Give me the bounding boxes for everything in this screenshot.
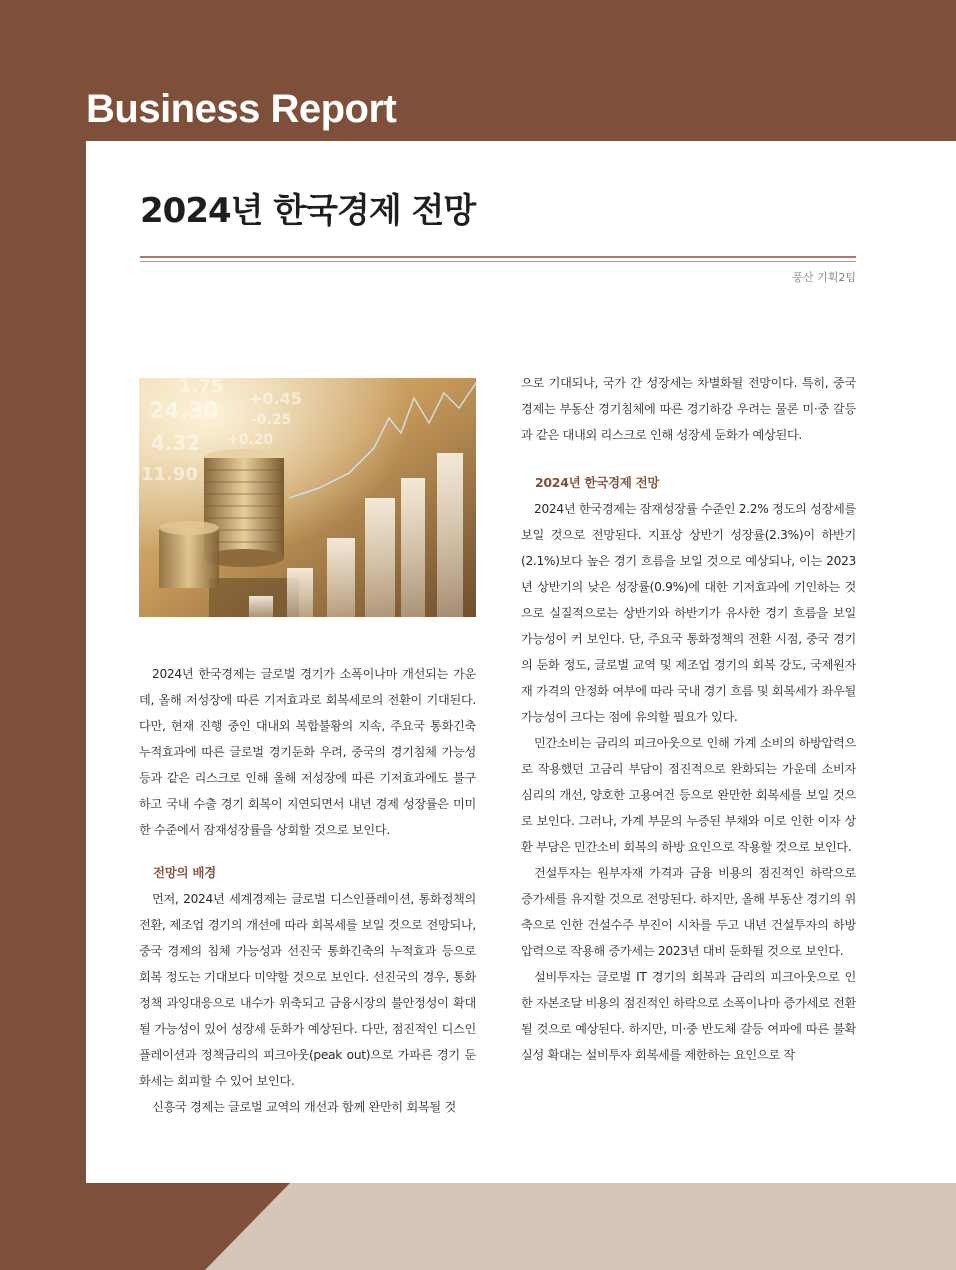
author-label: 풍산 기획2팀: [792, 271, 856, 284]
article-photo: [139, 378, 476, 617]
svg-text:11.90: 11.90: [141, 464, 198, 485]
svg-text:-0.25: -0.25: [251, 412, 292, 428]
paragraph: 2024년 한국경제는 글로벌 경기가 소폭이나마 개선되는 가운데, 올해 저성장에 따른 기저효과로 회복세로의 전환이 기대된다. 다만, 현재 진행 중인 대내외 복합불황의 지속, 주요국 통화긴축 누적효과에 따른 글로벌 경기둔화 우려, 중국의 경기침체 가능성 등과 같은 리스크로 인해 올해 저성장에 따른 기저효과에도 불구하고 국내 수출 경기 회복이 지연되면서 내년 경제 성장률은 미미한 수준에서 잠재성장률을 상회할 것으로 보인다.: [139, 667, 476, 837]
left-column: [139, 661, 476, 1120]
section-heading: 2024년 한국경제 전망: [535, 475, 660, 490]
paragraph: 먼저, 2024년 세계경제는 글로벌 디스인플레이션, 통화정책의 전환, 제조업 경기의 개선에 따라 회복세를 보일 것으로 전망되나, 중국 경제의 침체 가능성과 선진국 통화긴축의 누적효과 등으로 회복 정도는 기대보다 미약할 것으로 보인다. 선진국의 경우, 통화정책 과잉대응으로 내수가 위축되고 금융시장의 불안정성이 확대될 가능성이 있어 성장세 둔화가 예상된다. 다만, 점진적인 디스인플레이션과 정책금리의 피크아웃(peak out)으로 가파른 경기 둔화세는 회피할 수 있어 보인다.: [139, 892, 476, 1088]
title-rule-thin: [140, 261, 856, 262]
paragraph: 민간소비는 금리의 피크아웃으로 인해 가계 소비의 하방압력으로 작용했던 고금리 부담이 점진적으로 완화되는 가운데 소비자 심리의 개선, 양호한 고용여건 등으로 완만한 회복세를 보일 것으로 보인다. 그러나, 가계 부문의 누증된 부채와 이로 인한 이자 상환 부담은 민간소비 회복의 하방 요인으로 작용할 것으로 보인다.: [521, 736, 856, 854]
right-column: [521, 370, 856, 1068]
bottom-brown-triangle: [0, 1183, 300, 1270]
paragraph: 으로 기대되나, 국가 간 성장세는 차별화될 전망이다. 특히, 중국경제는 부동산 경기침체에 따른 경기하강 우려는 물론 미·중 갈등과 같은 대내외 리스크로 인해 성장세 둔화가 예상된다.: [521, 376, 856, 442]
paragraph: 설비투자는 글로벌 IT 경기의 회복과 금리의 피크아웃으로 인한 자본조달 비용의 점진적인 하락으로 소폭이나마 증가세로 전환될 것으로 예상된다. 하지만, 미·중 반도체 갈등 여파에 따른 불확실성 확대는 설비투자 회복세를 제한하는 요인으로 작: [521, 970, 856, 1062]
svg-text:24.30: 24.30: [149, 399, 219, 424]
paragraph: 신흥국 경제는 글로벌 교역의 개선과 함께 완만히 회복될 것: [152, 1100, 456, 1114]
svg-text:4.32: 4.32: [151, 431, 201, 455]
article-title: 2024년 한국경제 전망: [140, 191, 476, 231]
svg-text:+0.45: +0.45: [249, 389, 302, 408]
section-heading: 전망의 배경: [153, 865, 216, 880]
title-rule: [140, 256, 856, 258]
svg-text:+0.20: +0.20: [227, 432, 274, 448]
article-page: [86, 141, 956, 1183]
header-brand: Business Report: [86, 87, 397, 131]
paragraph: 2024년 한국경제는 잠재성장률 수준인 2.2% 정도의 성장세를 보일 것으로 전망된다. 지표상 상반기 성장률(2.3%)이 하반기(2.1%)보다 높은 경기 흐름을 보일 것으로 예상되나, 이는 2023년 상반기의 낮은 성장률(0.9%)에 대한 기저효과에 기인하는 것으로 실질적으로는 상반기와 하반기가 유사한 경기 흐름을 보일 가능성이 커 보인다. 단, 주요국 통화정책의 전환 시점, 중국 경기의 둔화 정도, 글로벌 교역 및 제조업 경기의 회복 강도, 국제원자재 가격의 안정화 여부에 따라 국내 경기 흐름 및 회복세가 좌우될 가능성이 크다는 점에 유의할 필요가 있다.: [521, 502, 856, 724]
paragraph: 건설투자는 원부자재 가격과 금융 비용의 점진적인 하락으로 증가세를 유지할 것으로 전망된다. 하지만, 올해 부동산 경기의 위축으로 인한 건설수주 부진이 시차를 두고 내년 건설투자의 하방압력으로 작용해 증가세는 2023년 대비 둔화될 것으로 보인다.: [521, 866, 856, 958]
svg-text:1.75: 1.75: [179, 378, 224, 397]
